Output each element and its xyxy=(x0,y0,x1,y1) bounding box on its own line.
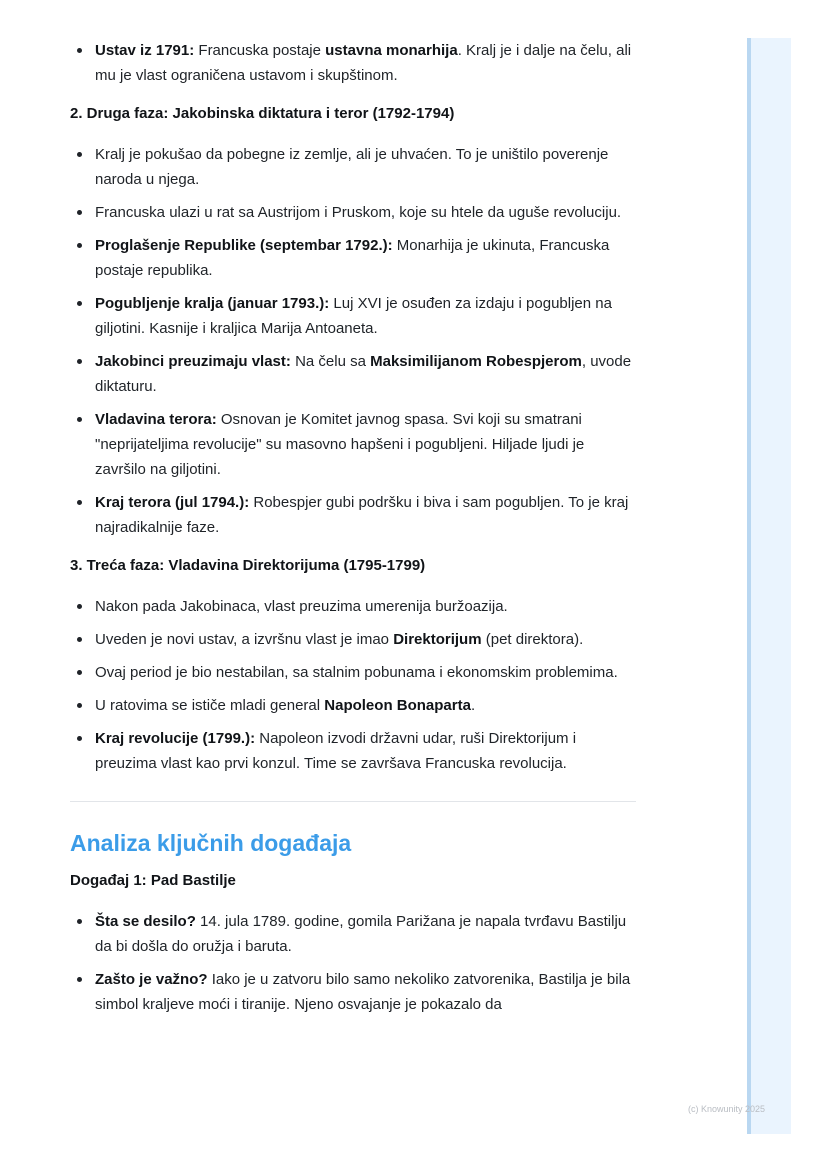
list-item: Uveden je novi ustav, a izvršnu vlast je imao Direktorijum (pet direktora). xyxy=(70,627,636,652)
event1-list xyxy=(70,909,636,1017)
list-item: Proglašenje Republike (septembar 1792.): Monarhija je ukinuta, Francuska postaje republika. xyxy=(70,233,636,283)
list-item: Kraj revolucije (1799.): Napoleon izvodi državni udar, ruši Direktorijum i preuzima vlast kao prvi konzul. Time se završava Francuska revolucija. xyxy=(70,726,636,776)
section-title: Analiza ključnih događaja xyxy=(70,830,352,856)
copyright-footer: (c) Knowunity 2025 xyxy=(688,1104,766,1114)
list-item: Ustav iz 1791: Francuska postaje ustavna monarhija. Kralj je i dalje na čelu, ali mu je vlast ograničena ustavom i skupštinom. xyxy=(70,38,636,88)
list-item: Šta se desilo? 14. jula 1789. godine, gomila Parižana je napala tvrđavu Bastilju da bi došla do oružja i baruta. xyxy=(70,909,636,959)
phase-3-heading: 3. Treća faza: Vladavina Direktorijuma (1795-1799) xyxy=(70,557,426,574)
list-item: Zašto je važno? Iako je u zatvoru bilo samo nekoliko zatvorenika, Bastilja je bila simbol kraljeve moći i tiranije. Njeno osvajanje je pokazalo da xyxy=(70,967,636,1017)
list-item: Kraj terora (jul 1794.): Robespjer gubi podršku i biva i sam pogubljen. To je kraj najradikalnije faze. xyxy=(70,490,636,540)
event-heading: Događaj 1: Pad Bastilje xyxy=(70,872,236,889)
sidebar-panel xyxy=(747,38,791,1134)
phase-2-heading: 2. Druga faza: Jakobinska diktatura i teror (1792-1794) xyxy=(70,105,455,122)
list-item: Pogubljenje kralja (januar 1793.): Luj XVI je osuđen za izdaju i pogubljen na giljotini. Kasnije i kraljica Marija Antoaneta. xyxy=(70,291,636,341)
list-item: U ratovima se ističe mladi general Napoleon Bonaparta. xyxy=(70,693,636,718)
faza2-list xyxy=(70,142,636,540)
list-item: Vladavina terora: Osnovan je Komitet javnog spasa. Svi koji su smatrani "neprijateljima revolucije" su masovno hapšeni i pogubljeni. Hiljade ljudi je završilo na giljotini. xyxy=(70,407,636,482)
document-body xyxy=(70,38,636,1017)
faza1-list xyxy=(70,38,636,88)
list-item: Nakon pada Jakobinaca, vlast preuzima umerenija buržoazija. xyxy=(70,594,636,619)
faza3-list xyxy=(70,594,636,776)
list-item: Francuska ulazi u rat sa Austrijom i Pruskom, koje su htele da uguše revoluciju. xyxy=(70,200,636,225)
list-item: Kralj je pokušao da pobegne iz zemlje, ali je uhvaćen. To je uništilo poverenje naroda u njega. xyxy=(70,142,636,192)
list-item: Jakobinci preuzimaju vlast: Na čelu sa Maksimilijanom Robespjerom, uvode diktaturu. xyxy=(70,349,636,399)
list-item: Ovaj period je bio nestabilan, sa stalnim pobunama i ekonomskim problemima. xyxy=(70,660,636,685)
